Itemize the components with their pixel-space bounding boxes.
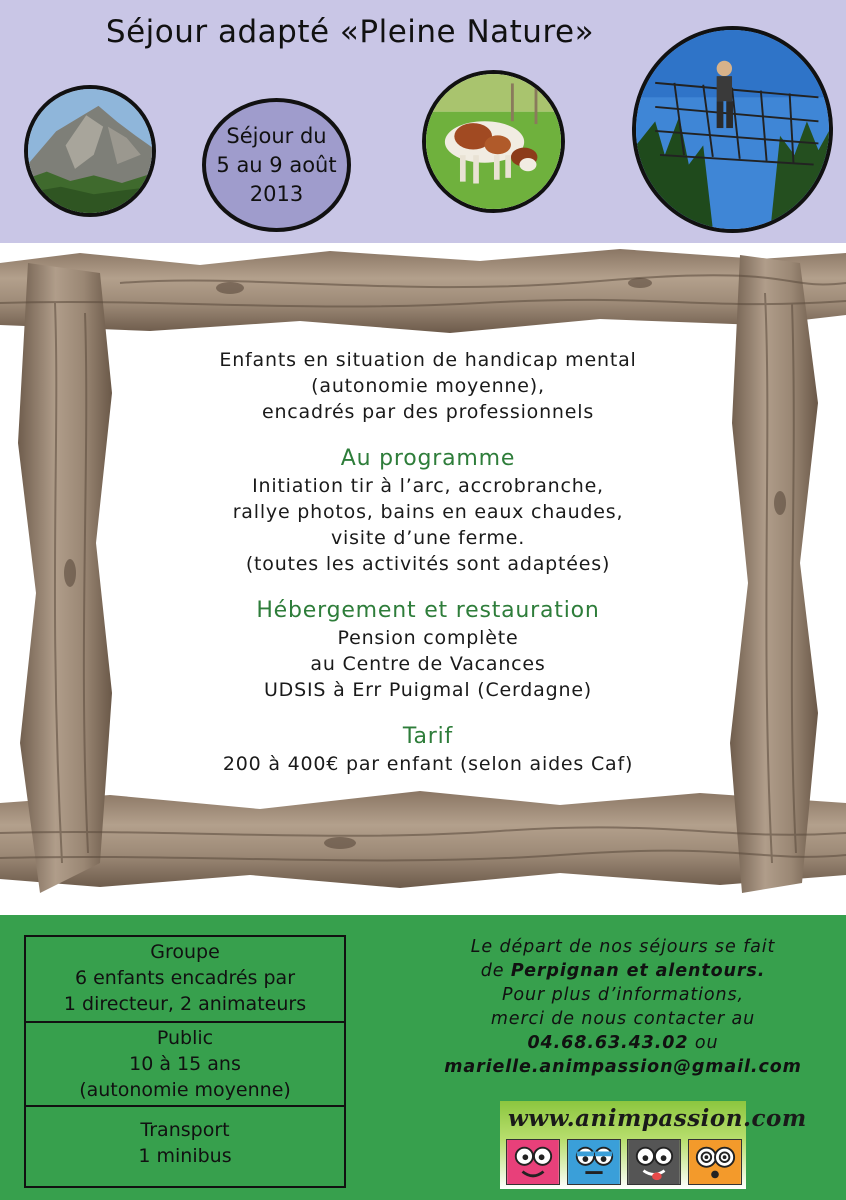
public-line-2: (autonomie moyenne) [79, 1079, 291, 1101]
info-box [24, 935, 346, 1188]
dates-badge [202, 98, 351, 232]
climbing-net-photo [632, 26, 833, 233]
transport-line-1: 1 minibus [138, 1145, 232, 1167]
spacer [120, 425, 736, 445]
contact-line-3: Pour plus d’informations, [501, 985, 744, 1005]
contact-line-1: Le départ de nos séjours se fait [470, 937, 776, 957]
mountain-photo [24, 85, 156, 217]
programme-line-3: visite d’une ferme. [330, 527, 526, 549]
dates-line-2: 5 au 9 août [216, 152, 337, 177]
hebergement-line-3: UDSIS à Err Puigmal (Cerdagne) [263, 679, 593, 701]
tarif-heading: Tarif [402, 724, 454, 749]
groupe-line-1: 6 enfants encadrés par [74, 967, 296, 989]
transport-section [26, 1107, 344, 1186]
programme-line-2: rallye photos, bains en eaux chaudes, [232, 501, 624, 523]
spacer [120, 703, 736, 723]
programme-line-1: Initiation tir à l’arc, accrobranche, [252, 475, 604, 497]
groupe-section [26, 937, 344, 1023]
public-label: Public [156, 1027, 214, 1049]
blue-face-icon [567, 1139, 621, 1185]
contact-block [400, 935, 846, 1079]
public-section [26, 1023, 344, 1107]
intro-line-2: (autonomie moyenne), [311, 375, 545, 397]
main-content [120, 347, 736, 777]
logo-faces [506, 1139, 742, 1185]
phone-suffix: ou [688, 1033, 719, 1053]
grey-face-icon [627, 1139, 681, 1185]
animpassion-logo[interactable] [500, 1101, 807, 1189]
contact-line-2 [400, 959, 846, 983]
groupe-label: Groupe [150, 941, 220, 963]
page-title: Séjour adapté «Pleine Nature» [105, 14, 595, 50]
dates-line-1: Séjour du [226, 123, 327, 148]
phone-number[interactable]: 04.68.63.43.02 [527, 1033, 689, 1053]
contact-line-2-prefix: de [480, 961, 511, 981]
transport-label: Transport [140, 1119, 230, 1141]
contact-email-line [400, 1055, 846, 1079]
tarif-line: 200 à 400€ par enfant (selon aides Caf) [222, 753, 634, 775]
departure-city: Perpignan et alentours. [510, 961, 766, 981]
contact-phone-line [400, 1031, 846, 1055]
programme-heading: Au programme [340, 446, 516, 471]
cow-photo [422, 70, 565, 213]
hebergement-heading: Hébergement et restauration [256, 598, 600, 623]
logo-text: www.animpassion.com [508, 1105, 807, 1132]
orange-face-icon [688, 1139, 742, 1185]
email-address[interactable]: marielle.animpassion@gmail.com [444, 1057, 802, 1077]
header-band [0, 0, 846, 243]
footer-band [0, 915, 846, 1200]
contact-line-4: merci de nous contacter au [490, 1009, 756, 1029]
dates-line-3: 2013 [249, 181, 304, 206]
intro-line-3: encadrés par des professionnels [261, 401, 595, 423]
groupe-line-2: 1 directeur, 2 animateurs [63, 993, 307, 1015]
hebergement-line-2: au Centre de Vacances [310, 653, 546, 675]
programme-line-4: (toutes les activités sont adaptées) [245, 553, 611, 575]
intro-line-1: Enfants en situation de handicap mental [219, 349, 637, 371]
public-line-1: 10 à 15 ans [129, 1053, 241, 1075]
hebergement-line-1: Pension complète [337, 627, 519, 649]
pink-face-icon [506, 1139, 560, 1185]
spacer [120, 577, 736, 597]
